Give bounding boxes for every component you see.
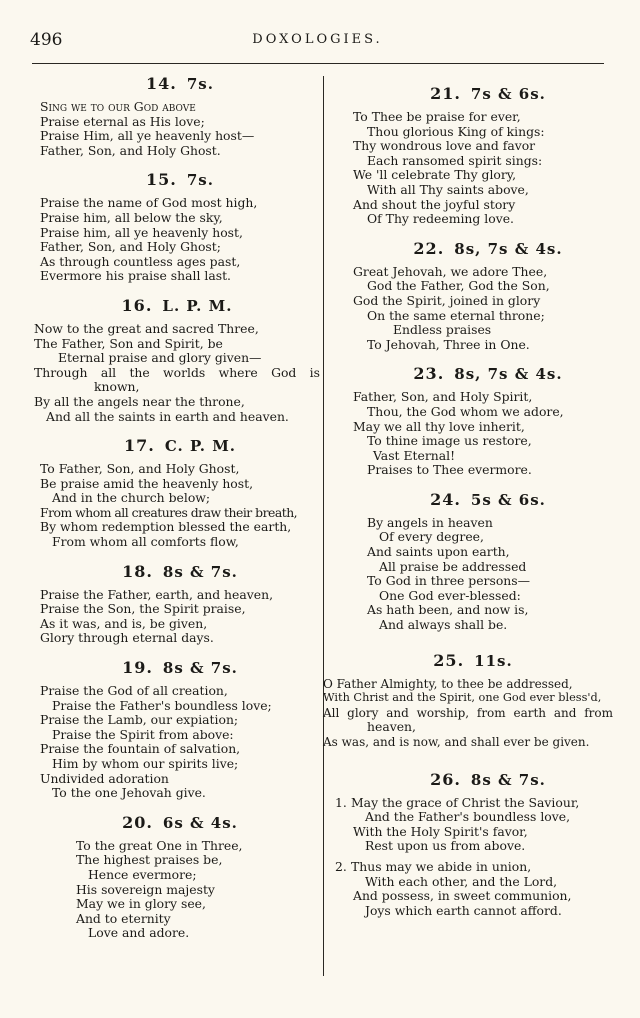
hymn-line: And to eternity — [76, 910, 171, 926]
hymn-meter: 7s. — [186, 171, 214, 190]
hymn-heading — [40, 562, 320, 582]
hymn-line: To Thee be praise for ever, — [353, 109, 521, 124]
hymn-line: Hence evermore; — [88, 866, 197, 882]
verse-line: 1. May the grace of Christ the Saviour, — [335, 794, 580, 810]
hymn-line: Praise the Lamb, our expiation; — [40, 712, 239, 728]
hymn-line: With all Thy saints above, — [367, 181, 529, 197]
hymn-line: As it was, and is, be given, — [40, 615, 208, 631]
hymn-number: 24. — [430, 489, 461, 509]
hymn-line: Be praise amid the heavenly host, — [40, 475, 254, 491]
hymn-heading — [323, 490, 613, 510]
hymn-24 — [323, 490, 613, 633]
hymn-number: 26. — [430, 769, 461, 789]
header-rule — [32, 63, 604, 64]
hymn-14 — [40, 74, 320, 158]
hymn-line: To the great One in Three, — [76, 837, 243, 853]
hymn-19 — [40, 658, 320, 801]
hymn-line: Praise the Son, the Spirit praise, — [40, 601, 246, 617]
hymn-26 — [323, 770, 613, 919]
hymn-line: Praise him, all below the sky, — [40, 209, 223, 225]
hymn-heading — [323, 651, 613, 671]
hymn-number: 14. — [146, 74, 177, 93]
verse-line: And possess, in sweet communion, — [353, 888, 572, 904]
hymn-18 — [40, 562, 320, 646]
hymn-line: Father, Son, and Holy Ghost. — [40, 142, 221, 158]
hymn-meter: 8s & 7s. — [162, 659, 238, 678]
hymn-meter: 8s & 7s. — [470, 770, 546, 789]
hymn-line: Praises to Thee evermore. — [367, 462, 532, 478]
hymn-heading — [323, 364, 613, 384]
hymn-line: Eternal praise and glory given— — [58, 350, 262, 366]
hymn-line: God the Father, God the Son, — [367, 278, 550, 294]
hymn-number: 19. — [122, 658, 153, 678]
hymn-line: The Father, Son and Spirit, be — [34, 335, 223, 351]
hymn-number: 20. — [122, 812, 153, 832]
hymn-heading — [323, 770, 613, 790]
hymn-line: May we all thy love inherit, — [353, 418, 525, 434]
hymn-line: Praise the Father's boundless love; — [52, 697, 272, 713]
hymn-line: The highest praises be, — [76, 852, 223, 868]
hymn-number: 16. — [121, 295, 153, 315]
hymn-line: And in the church below; — [52, 490, 211, 506]
hymn-line: Great Jehovah, we adore Thee, — [353, 263, 548, 279]
verse-number: 1. — [335, 794, 347, 810]
hymn-meter: C. P. M. — [164, 437, 237, 456]
verse-line: With the Holy Spirit's favor, — [353, 823, 528, 839]
hymn-number: 17. — [123, 436, 155, 456]
hymn-line: Praise Him, all ye heavenly host— — [40, 128, 255, 144]
verse-number: 2. — [335, 858, 347, 874]
hymn-line: known, — [94, 379, 140, 395]
hymn-meter: 8s, 7s & 4s. — [454, 239, 563, 258]
hymn-heading — [34, 296, 320, 316]
hymn-line: By all the angels near the throne, — [34, 393, 245, 409]
hymn-line: Sing we to our God above — [40, 99, 196, 114]
hymn-line: We 'll celebrate Thy glory, — [353, 167, 517, 183]
hymn-line: Thy wondrous love and favor — [353, 138, 536, 154]
hymn-number: 23. — [413, 364, 445, 384]
hymn-21 — [323, 84, 613, 227]
hymn-meter: 11s. — [474, 651, 513, 670]
hymn-16 — [34, 296, 320, 424]
hymn-line: May we in glory see, — [76, 896, 206, 912]
hymn-line: Praise the fountain of salvation, — [40, 741, 241, 757]
hymn-line: Praise the name of God most high, — [40, 195, 258, 211]
verse-line: Joys which earth cannot afford. — [365, 902, 562, 918]
hymn-line: As was, and is now, and shall ever be given. — [323, 735, 590, 749]
hymn-meter: 6s & 4s. — [162, 813, 238, 832]
hymn-heading — [40, 74, 320, 94]
hymn-heading — [40, 813, 320, 833]
hymn-line: Father, Son, and Holy Spirit, — [353, 389, 533, 405]
hymn-line: Of Thy redeeming love. — [367, 211, 514, 227]
left-column — [34, 74, 320, 953]
hymn-line: Now to the great and sacred Three, — [34, 320, 259, 336]
hymn-line: And always shall be. — [379, 617, 508, 633]
hymn-meter: 5s & 6s. — [470, 490, 546, 509]
hymn-heading — [40, 436, 320, 456]
hymn-25 — [323, 651, 613, 750]
hymn-line: One God ever-blessed: — [379, 587, 521, 603]
hymn-heading — [40, 658, 320, 678]
hymn-line: God the Spirit, joined in glory — [353, 292, 541, 308]
hymn-number: 25. — [433, 650, 465, 670]
hymn-line: Praise the Spirit from above: — [52, 726, 234, 742]
hymn-line: Praise the God of all creation, — [40, 683, 228, 699]
hymn-line: Each ransomed spirit sings: — [367, 152, 543, 168]
right-column — [323, 74, 613, 930]
hymn-heading — [323, 84, 613, 104]
hymn-line: Through all the worlds where God is — [34, 364, 320, 380]
hymn-line: Father, Son, and Holy Ghost; — [40, 239, 221, 255]
hymn-line: His sovereign majesty — [76, 881, 215, 897]
hymn-line: All glory and worship, from earth and from — [323, 705, 613, 720]
hymn-line: To the one Jehovah give. — [52, 785, 206, 801]
hymn-number: 22. — [413, 238, 445, 258]
hymn-line: By angels in heaven — [367, 514, 493, 530]
hymn-line: From whom all comforts flow, — [52, 534, 239, 550]
hymn-line: And all the saints in earth and heaven. — [46, 408, 289, 424]
hymn-line: Praise the Father, earth, and heaven, — [40, 586, 274, 602]
hymn-line: Undivided adoration — [40, 770, 169, 786]
hymn-line: All praise be addressed — [379, 558, 527, 574]
hymn-line: heaven, — [367, 719, 416, 735]
hymn-line: Evermore his praise shall last. — [40, 268, 231, 284]
hymn-number: 18. — [122, 561, 153, 581]
hymn-meter: 7s. — [186, 75, 214, 93]
hymn-15 — [40, 170, 320, 284]
hymn-23 — [323, 364, 613, 478]
hymn-line: Thou, the God whom we adore, — [367, 403, 564, 419]
hymn-line: And saints upon earth, — [367, 544, 510, 560]
hymn-number: 15. — [146, 170, 177, 190]
hymn-line: To thine image us restore, — [367, 433, 532, 449]
hymn-line: Praise him, all ye heavenly host, — [40, 224, 243, 240]
hymn-heading — [40, 170, 320, 190]
hymn-line: Endless praises — [393, 322, 492, 338]
hymn-line: By whom redemption blessed the earth, — [40, 519, 292, 535]
hymn-line: Of every degree, — [379, 529, 484, 545]
hymn-meter: 8s, 7s & 4s. — [454, 365, 563, 384]
hymn-line: On the same eternal throne; — [367, 307, 545, 323]
hymn-line: Glory through eternal days. — [40, 630, 214, 646]
verse-line: And the Father's boundless love, — [365, 809, 571, 825]
hymn-20 — [40, 813, 320, 941]
hymn-line: O Father Almighty, to thee be addressed, — [323, 676, 573, 691]
running-title: DOXOLOGIES. — [252, 32, 383, 47]
hymn-line: With Christ and the Spirit, one God ever bless'd, — [323, 691, 602, 705]
hymn-line: Praise eternal as His love; — [40, 113, 205, 129]
hymn-17 — [40, 436, 320, 550]
page-header — [30, 30, 605, 52]
page-number: 496 — [30, 30, 63, 50]
hymn-line: As hath been, and now is, — [367, 602, 529, 618]
hymn-line: As through countless ages past, — [40, 253, 241, 269]
hymn-line: And shout the joyful story — [353, 196, 516, 212]
hymn-22 — [323, 239, 613, 353]
verse-line: With each other, and the Lord, — [365, 873, 558, 889]
hymn-line: To Father, Son, and Holy Ghost, — [40, 461, 240, 477]
hymn-number: 21. — [430, 84, 461, 103]
hymn-meter: L. P. M. — [162, 296, 233, 315]
verse-line: 2. Thus may we abide in union, — [335, 858, 532, 874]
hymn-line: Vast Eternal! — [373, 447, 456, 463]
hymn-meter: 7s & 6s. — [470, 85, 546, 103]
hymn-line: Love and adore. — [88, 925, 190, 941]
hymn-meter: 8s & 7s. — [162, 562, 238, 581]
hymn-line: Him by whom our spirits live; — [52, 756, 239, 771]
hymn-line: To God in three persons— — [367, 573, 531, 589]
hymn-line: Thou glorious King of kings: — [367, 123, 545, 139]
hymn-heading — [323, 239, 613, 259]
hymn-line: To Jehovah, Three in One. — [367, 336, 530, 352]
verse-line: Rest upon us from above. — [365, 838, 526, 854]
hymn-line: From whom all creatures draw their breath, — [40, 504, 298, 520]
